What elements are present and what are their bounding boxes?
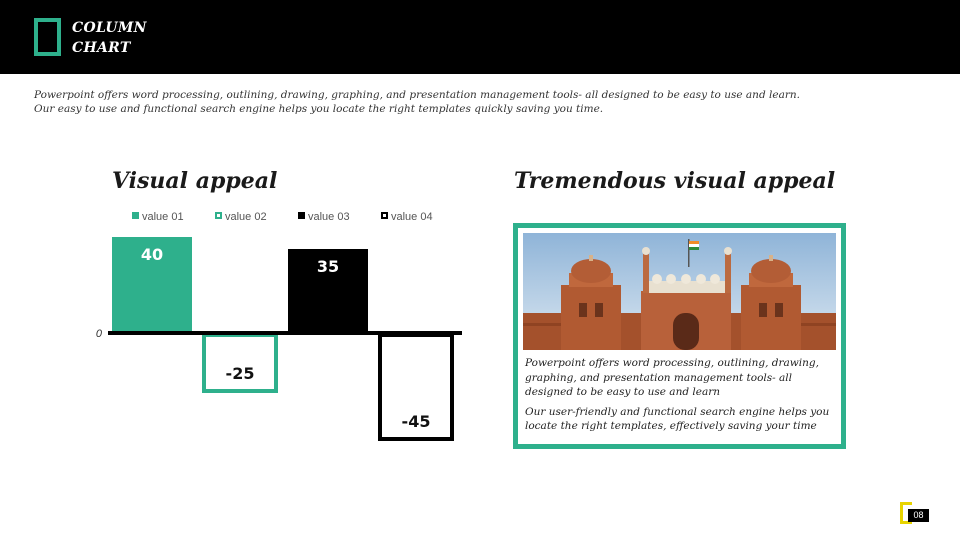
header-bar	[0, 0, 960, 74]
red-fort-image	[523, 233, 836, 350]
legend-item-2	[215, 211, 267, 223]
page-number	[900, 502, 930, 524]
chart-data-label-3: 35	[316, 257, 340, 276]
chart-data-label-4: -45	[401, 412, 431, 431]
column-chart	[90, 228, 470, 460]
legend-label: value 02	[225, 211, 267, 223]
picture-card-paragraph-1: Powerpoint offers word processing, outlining, drawing, graphing, and presentation management tools- all designed to be easy to use and learn	[525, 357, 819, 398]
legend-item-1	[132, 211, 184, 223]
intro-text	[34, 88, 914, 116]
picture-card-paragraph-2: Our user-friendly and functional search engine helps you locate the right templates, effectively saving your time	[525, 405, 830, 432]
chart-zero-tick-label: 0	[95, 328, 102, 340]
legend-item-3	[298, 211, 350, 223]
legend-item-4	[381, 211, 433, 223]
right-section-title: Tremendous visual appeal	[514, 168, 836, 194]
red-fort-illustration	[523, 233, 836, 350]
page-number-label: 08	[908, 509, 929, 522]
picture-card-text	[525, 356, 837, 434]
legend-swatch-icon	[132, 212, 139, 219]
legend-label: value 04	[391, 211, 433, 223]
legend-label: value 03	[308, 211, 350, 223]
intro-line-1: Powerpoint offers word processing, outlining, drawing, graphing, and presentation management tools- all designed to be easy to use and learn.	[34, 89, 800, 101]
legend-swatch-icon	[298, 212, 305, 219]
legend-swatch-icon	[381, 212, 388, 219]
header-frame-icon	[34, 18, 61, 56]
intro-line-2: Our easy to use and functional search engine helps you locate the right templates quickly saving you time.	[34, 103, 604, 115]
legend-label: value 01	[142, 211, 184, 223]
legend-swatch-icon	[215, 212, 222, 219]
page-title: COLUMN CHART	[72, 20, 147, 56]
picture-card	[513, 223, 846, 449]
chart-data-label-2: -25	[225, 364, 255, 383]
chart-data-label-1: 40	[140, 245, 164, 264]
chart-svg	[90, 228, 470, 460]
left-section-title: Visual appeal	[112, 168, 278, 194]
